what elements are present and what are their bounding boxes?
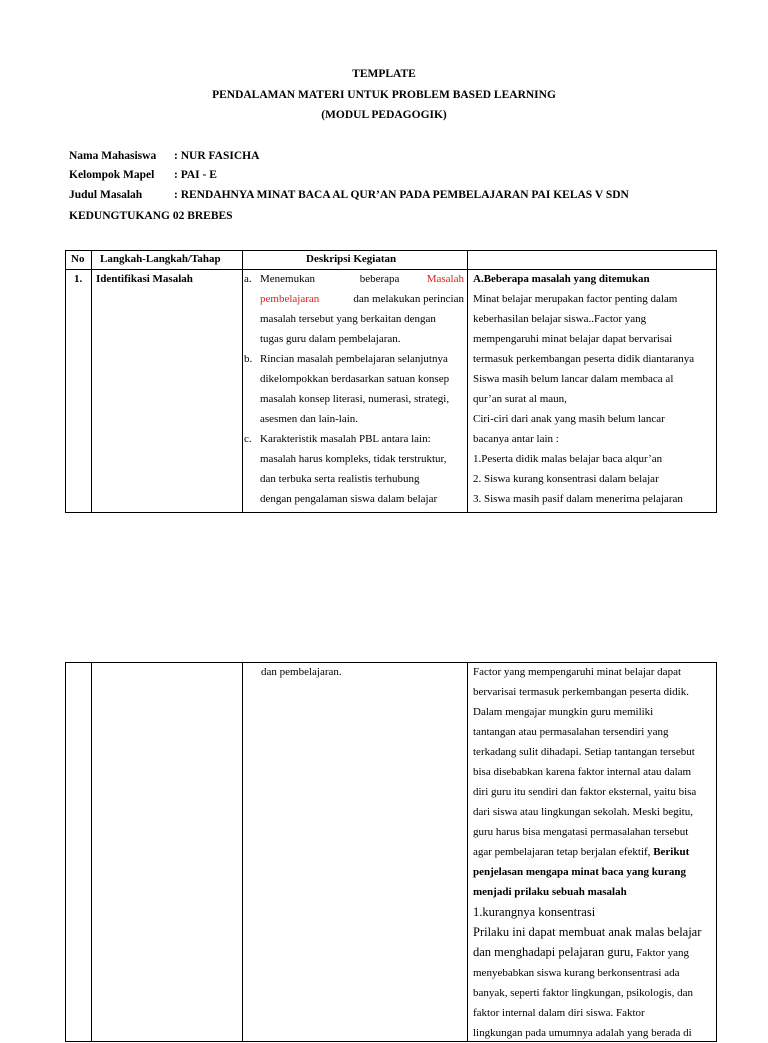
findings-line: termasuk perkembangan peserta didik diantaranya (473, 353, 695, 365)
name-value: : NUR FASICHA (174, 150, 260, 162)
findings-bold: Berikut (653, 846, 690, 858)
findings-line: bacanya antar lain : (473, 433, 559, 445)
row-step: Identifikasi Masalah (96, 273, 193, 285)
item-c-line: dengan pengalaman siswa dalam belajar (260, 493, 438, 505)
header-steps: Langkah-Langkah/Tahap (100, 253, 221, 265)
findings-cell-continued (473, 662, 713, 1043)
findings-line: Minat belajar merupakan factor penting dalam (473, 293, 678, 305)
item-a-line: dan melakukan perincian (353, 293, 464, 305)
header-no: No (71, 253, 85, 265)
findings-line: dari siswa atau lingkungan sekolah. Meski begitu, (473, 806, 693, 818)
findings-line: 1.Peserta didik malas belajar baca alqur’an (473, 453, 663, 465)
findings-heading: A.Beberapa masalah yang ditemukan (473, 273, 650, 285)
findings-line: keberhasilan belajar siswa..Factor yang (473, 313, 647, 325)
item-letter: a. (244, 273, 252, 285)
findings-line: bervarisai termasuk perkembangan peserta didik. (473, 686, 689, 698)
findings-line: mempengaruhi minat belajar dapat bervarisai (473, 333, 673, 345)
item-a-line: tugas guru dalam pembelajaran. (260, 333, 401, 345)
findings-line: qur’an surat al maun, (473, 393, 567, 405)
title-continuation: KEDUNGTUKANG 02 BREBES (69, 210, 233, 222)
findings-line: guru harus bisa mengatasi permasalahan tersebut (473, 826, 689, 838)
title-label: Judul Masalah (69, 189, 143, 201)
group-label: Kelompok Mapel (69, 169, 155, 181)
title-value: : RENDAHNYA MINAT BACA AL QUR’AN PADA PEMBELAJARAN PAI KELAS V SDN (174, 189, 629, 201)
item-b-line: Rincian masalah pembelajaran selanjutnya (260, 353, 448, 365)
findings-line: menyebabkan siswa kurang berkonsentrasi ada (473, 967, 680, 979)
findings-text: Faktor yang (636, 947, 689, 959)
findings-line (473, 842, 713, 862)
item-a-line: Menemukan beberapa (260, 273, 400, 285)
item-b-line: dikelompokkan berdasarkan satuan konsep (260, 373, 450, 385)
description-item-c (244, 429, 464, 513)
doc-module: (MODUL PEDAGOGIK) (321, 109, 447, 121)
doc-subtitle: PENDALAMAN MATERI UNTUK PROBLEM BASED LEARNING (212, 89, 556, 101)
pbl-table-continued (65, 662, 717, 1042)
findings-line: Ciri-ciri dari anak yang masih belum lancar (473, 413, 665, 425)
findings-line: terkadang sulit dihadapi. Setiap tantangan tersebut (473, 746, 695, 758)
findings-text: dan menghadapi pelajaran guru, (473, 945, 634, 959)
name-label: Nama Mahasiswa (69, 150, 157, 162)
description-continuation: dan pembelajaran. (261, 666, 342, 678)
description-cell (244, 269, 464, 513)
findings-line: 2. Siswa kurang konsentrasi dalam belajar (473, 473, 659, 485)
item-c-line: dan terbuka serta realistis terhubung (260, 473, 420, 485)
findings-line: faktor internal dalam diri siswa. Faktor (473, 1007, 645, 1019)
highlight-text: Masalah (426, 273, 464, 285)
findings-bold: penjelasan mengapa minat baca yang kurang (473, 866, 687, 878)
findings-line: tantangan atau permasalahan tersendiri yang (473, 726, 669, 738)
pbl-table (65, 250, 717, 513)
header-description: Deskripsi Kegiatan (306, 253, 397, 265)
description-item-b (244, 349, 464, 429)
findings-line: 3. Siswa masih pasif dalam menerima pelajaran (473, 493, 683, 505)
findings-text: agar pembelajaran tetap berjalan efektif, (473, 846, 651, 858)
item-a-line: masalah tersebut yang berkaitan dengan (260, 313, 436, 325)
doc-title: TEMPLATE (352, 68, 416, 80)
findings-line: Prilaku ini dapat membuat anak malas belajar (473, 925, 702, 939)
findings-line: lingkungan pada umumnya adalah yang berada di (473, 1027, 692, 1039)
item-c-line: Karakteristik masalah PBL antara lain: (260, 433, 431, 445)
findings-line: diri guru itu sendiri dan faktor eksternal, yaitu bisa (473, 786, 697, 798)
findings-line (473, 942, 713, 963)
group-value: : PAI - E (174, 169, 217, 181)
row-number: 1. (74, 273, 83, 285)
highlight-text: pembelajaran (260, 293, 320, 305)
item-letter: c. (244, 433, 252, 445)
findings-line: Factor yang mempengaruhi minat belajar dapat (473, 666, 682, 678)
findings-line: Siswa masih belum lancar dalam membaca al (473, 373, 674, 385)
subheading-concentration: 1.kurangnya konsentrasi (473, 905, 596, 919)
findings-line: bisa disebabkan karena faktor internal atau dalam (473, 766, 692, 778)
item-b-line: masalah konsep literasi, numerasi, strategi, (260, 393, 450, 405)
findings-cell (473, 269, 713, 509)
item-b-line: asesmen dan lain-lain. (260, 413, 359, 425)
findings-line: banyak, seperti faktor lingkungan, psikologis, dan (473, 987, 693, 999)
findings-bold: menjadi prilaku sebuah masalah (473, 886, 627, 898)
item-letter: b. (244, 353, 253, 365)
findings-line: Dalam mengajar mungkin guru memiliki (473, 706, 654, 718)
item-c-line: masalah harus kompleks, tidak terstruktur, (260, 453, 447, 465)
